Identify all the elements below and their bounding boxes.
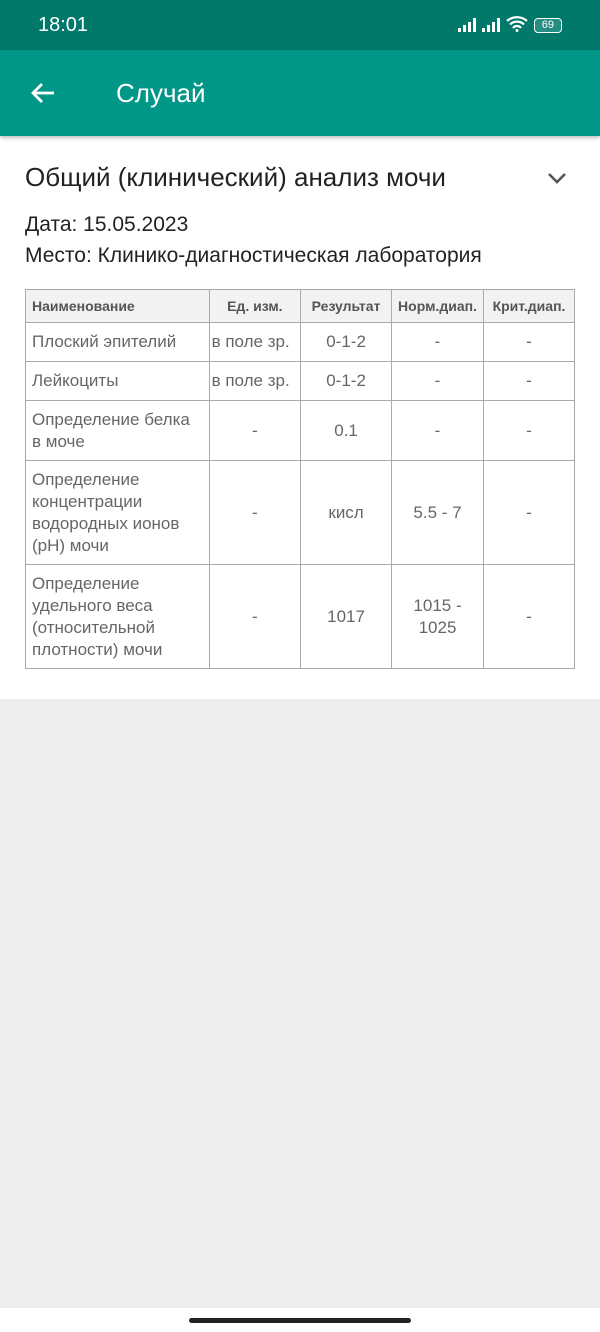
cell-name: Определение концентрации водородных ионов (pH) мочи <box>26 461 210 565</box>
cell-crit-range: - <box>484 461 575 565</box>
cell-unit: - <box>209 461 301 565</box>
cell-result: 0-1-2 <box>301 323 392 362</box>
cell-norm-range: - <box>392 362 484 401</box>
cell-norm-range: 5.5 - 7 <box>392 461 484 565</box>
cell-crit-range: - <box>484 362 575 401</box>
card-header[interactable] <box>25 162 575 193</box>
arrow-left-icon <box>30 81 56 105</box>
cell-norm-range: 1015 - 1025 <box>392 565 484 669</box>
cell-unit: в поле зр. <box>209 362 301 401</box>
cell-name: Определение белка в моче <box>26 401 210 461</box>
cell-result: 0-1-2 <box>301 362 392 401</box>
cell-crit-range: - <box>484 323 575 362</box>
column-header: Норм.диап. <box>392 290 484 323</box>
table-header-row <box>26 290 575 323</box>
column-header: Наименование <box>26 290 210 323</box>
home-indicator[interactable] <box>189 1318 411 1323</box>
status-time: 18:01 <box>38 13 89 36</box>
page-title: Случай <box>116 77 206 108</box>
table-row <box>26 565 575 669</box>
table-row <box>26 323 575 362</box>
navigation-bar <box>0 1308 600 1332</box>
back-button[interactable] <box>25 75 61 111</box>
cell-crit-range: - <box>484 401 575 461</box>
table-row <box>26 401 575 461</box>
analysis-place: Место: Клинико-диагностическая лаборатория <box>25 244 482 267</box>
column-header: Результат <box>301 290 392 323</box>
battery-icon: 69 <box>534 18 562 33</box>
table-row <box>26 362 575 401</box>
cell-unit: - <box>209 401 301 461</box>
status-bar <box>0 0 600 50</box>
table-row <box>26 461 575 565</box>
column-header: Ед. изм. <box>209 290 301 323</box>
chevron-down-icon[interactable] <box>547 172 567 184</box>
cell-result: 1017 <box>301 565 392 669</box>
cell-norm-range: - <box>392 401 484 461</box>
wifi-icon <box>506 16 528 35</box>
cell-name: Определение удельного веса (относительной плотности) мочи <box>26 565 210 669</box>
signal-icon <box>458 18 476 32</box>
results-table <box>25 289 575 669</box>
signal-icon <box>482 18 500 32</box>
analysis-title: Общий (клинический) анализ мочи <box>25 162 446 192</box>
cell-name: Лейкоциты <box>26 362 210 401</box>
cell-unit: в поле зр. <box>209 323 301 362</box>
analysis-card <box>0 136 600 699</box>
cell-unit: - <box>209 565 301 669</box>
cell-result: кисл <box>301 461 392 565</box>
cell-name: Плоский эпителий <box>26 323 210 362</box>
cell-norm-range: - <box>392 323 484 362</box>
cell-crit-range: - <box>484 565 575 669</box>
app-bar <box>0 50 600 136</box>
column-header: Крит.диап. <box>484 290 575 323</box>
analysis-date: Дата: 15.05.2023 <box>25 213 189 236</box>
cell-result: 0.1 <box>301 401 392 461</box>
